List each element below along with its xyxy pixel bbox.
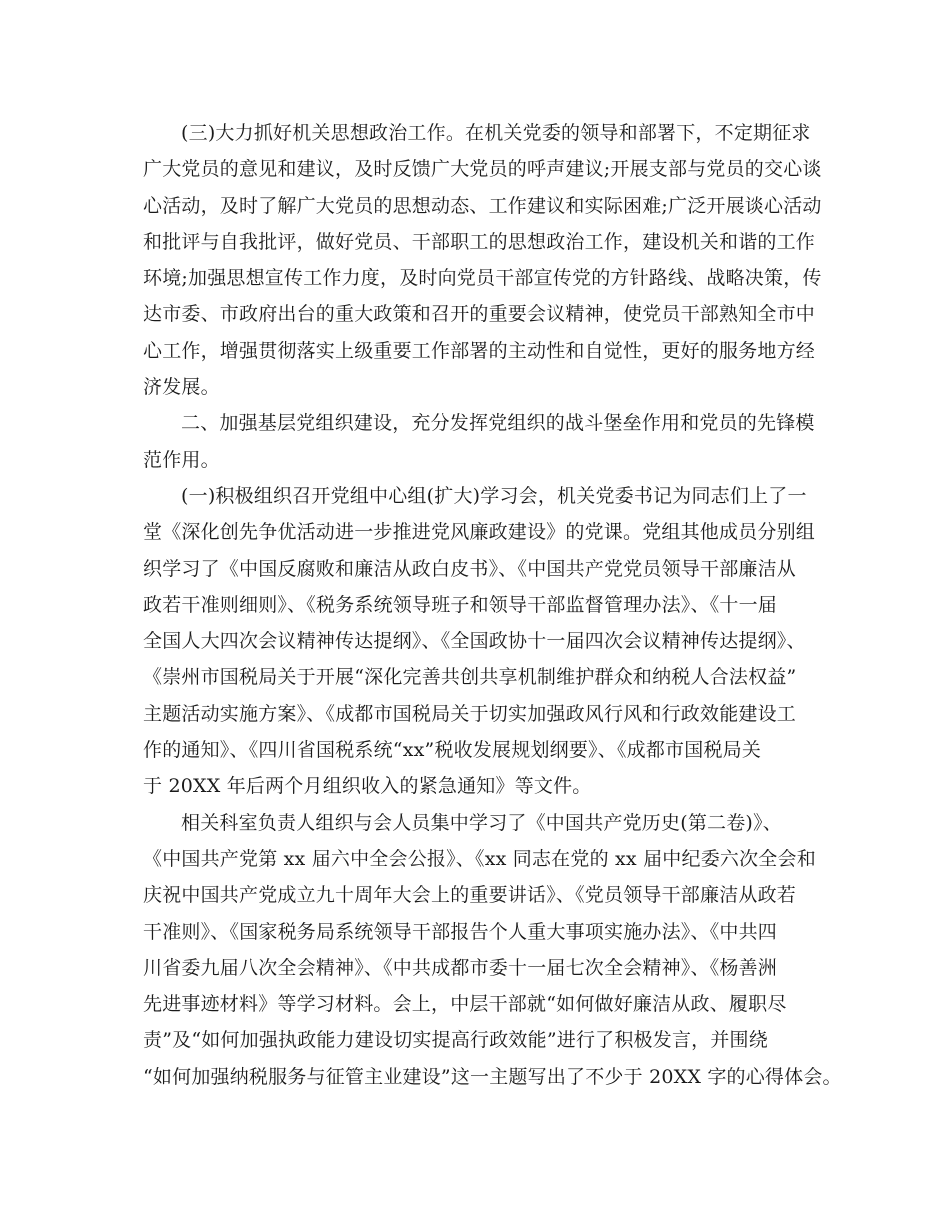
paragraph-study-session (143, 478, 833, 805)
text-line: 庆祝中国共产党成立九十周年大会上的重要讲话》、《党员领导干部廉洁从政若 (143, 884, 797, 907)
text-line: 《中国共产党第 xx 届六中全会公报》、《xx 同志在党的 xx 届中纪委六次全会和 (143, 847, 816, 870)
text-line: 心工作，增强贯彻落实上级重要工作部署的主动性和自觉性，更好的服务地方经 (143, 339, 816, 362)
text-line: 和批评与自我批评，做好党员、干部职工的思想政治工作，建设机关和谐的工作 (143, 230, 816, 253)
paragraph-study-materials (143, 805, 842, 1095)
text-line: 达市委、市政府出台的重大政策和召开的重要会议精神，使党员干部熟知全市中 (143, 303, 816, 326)
text-line: 作的通知》、《四川省国税系统“xx”税收发展规划纲要》、《成都市国税局关 (143, 739, 762, 762)
text-line: (三)大力抓好机关思想政治工作。在机关党委的领导和部署下，不定期征求 (181, 122, 811, 144)
paragraph-section-heading (143, 405, 833, 478)
text-line: 川省委九届八次全会精神》、《中共成都市委十一届七次全会精神》、《杨善洲 (143, 956, 778, 979)
text-line: (一)积极组织召开党组中心组(扩大)学习会，机关党委书记为同志们上了一 (181, 484, 807, 507)
text-line: 织学习了《中国反腐败和廉洁从政白皮书》、《中国共产党党员领导干部廉洁从 (143, 557, 797, 580)
text-line: 《崇州市国税局关于开展“深化完善共创共享机制维护群众和纳税人合法权益” (143, 666, 797, 689)
paragraph-ideological-work (143, 115, 833, 405)
section-heading-line: 二、加强基层党组织建设，充分发挥党组织的战斗堡垒作用和党员的先锋模 (181, 412, 815, 435)
text-line: 堂《深化创先争优活动进一步推进党风廉政建设》的党课。党组其他成员分别组 (143, 521, 816, 544)
text-line: 环境;加强思想宣传工作力度，及时向党员干部宣传党的方针路线、战略决策，传 (143, 267, 822, 290)
text-line: 全国人大四次会议精神传达提纲》、《全国政协十一届四次会议精神传达提纲》、 (143, 630, 806, 653)
text-line: 心活动，及时了解广大党员的思想动态、工作建议和实际困难;广泛开展谈心活动 (143, 194, 822, 217)
text-line: 主题活动实施方案》、《成都市国税局关于切实加强政风行风和行政效能建设工 (143, 702, 797, 725)
text-line: 责”及“如何加强执政能力建设切实提高行政效能”进行了积极发言，并围绕 (143, 1029, 768, 1052)
text-line: 先进事迹材料》等学习材料。会上，中层干部就“如何做好廉洁从政、履职尽 (143, 993, 787, 1016)
text-line: “如何加强纳税服务与征管主业建设”这一主题写出了不少于 20XX 字的心得体会。 (143, 1065, 842, 1088)
text-line: 济发展。 (143, 376, 220, 399)
text-line: 相关科室负责人组织与会人员集中学习了《中国共产党历史(第二卷)》、 (181, 811, 782, 834)
text-line: 于 20XX 年后两个月组织收入的紧急通知》等文件。 (143, 775, 592, 798)
section-heading-line: 范作用。 (143, 448, 220, 471)
text-line: 干准则》、《国家税务局系统领导干部报告个人重大事项实施办法》、《中共四 (143, 920, 778, 943)
text-line: 广大党员的意见和建议，及时反馈广大党员的呼声建议;开展支部与党员的交心谈 (143, 158, 822, 181)
text-line: 政若干准则细则》、《税务系统领导班子和领导干部监督管理办法》、《十一届 (143, 593, 778, 616)
document-body (143, 115, 842, 1095)
